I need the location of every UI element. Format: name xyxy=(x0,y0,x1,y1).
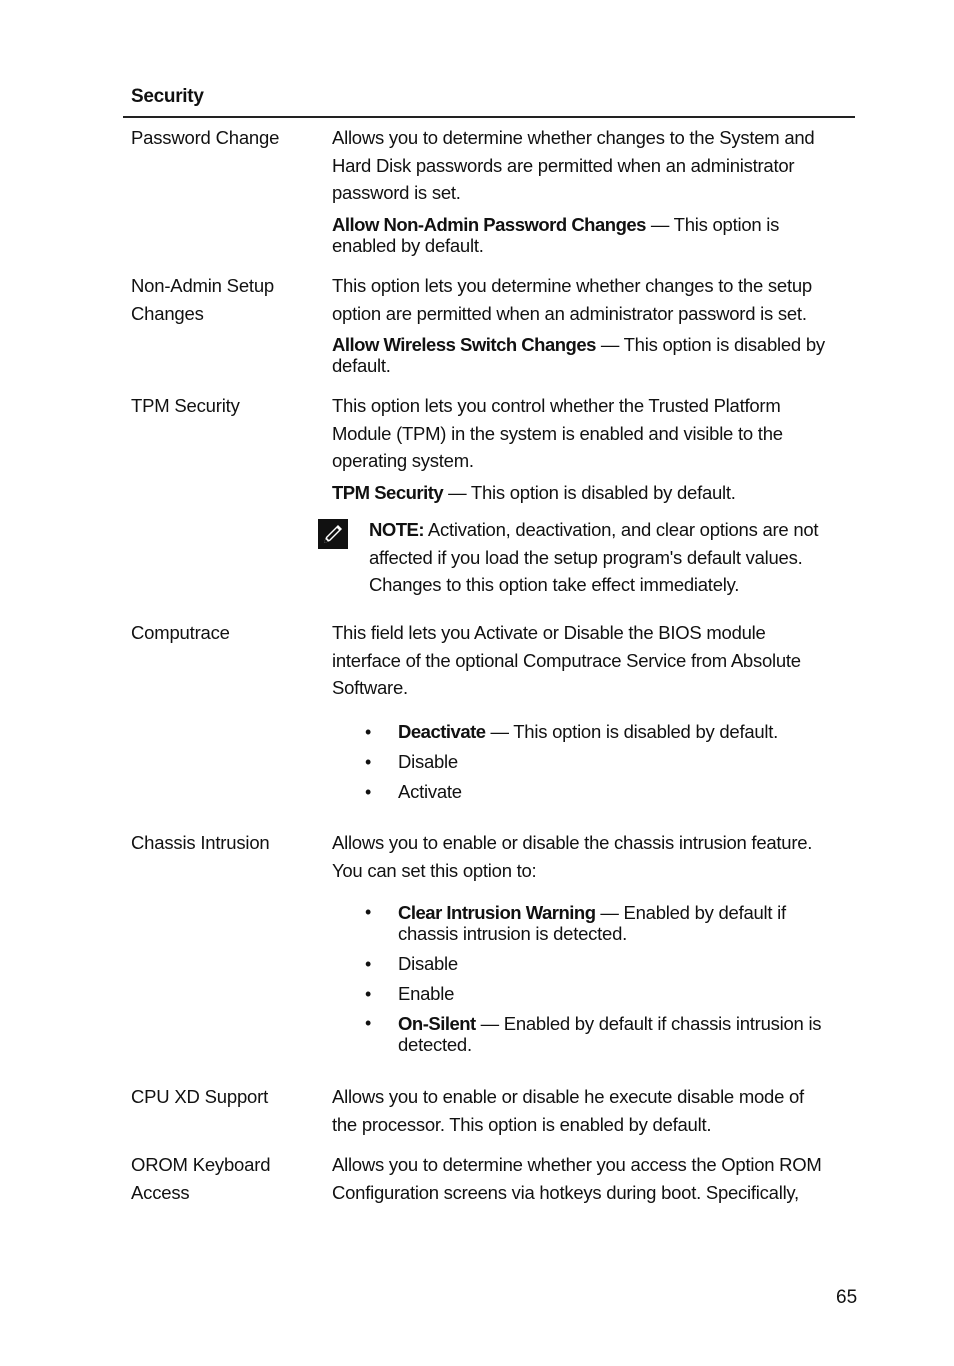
list-item xyxy=(332,717,832,747)
row-label: Computrace xyxy=(131,622,230,643)
row-label: CPU XD Support xyxy=(131,1086,269,1107)
bullet: • xyxy=(365,1013,372,1033)
option-detail: — Enabled by default if chassis intrusion is detected. xyxy=(398,1013,822,1055)
note-body: Activation, deactivation, and clear options are not affected if you load the setup program's default values. Changes to this option take effect immediately. xyxy=(369,519,819,595)
header-rule xyxy=(123,116,855,118)
description-text: This field lets you Activate or Disable the BIOS module interface of the optional Computrace Service from Absolute Software. xyxy=(332,622,801,698)
option-detail: Disable xyxy=(398,953,458,974)
note-label: NOTE: xyxy=(369,519,425,540)
section-title: Security xyxy=(131,86,204,107)
list-item xyxy=(332,747,832,777)
bullet: • xyxy=(365,751,372,772)
bullet: • xyxy=(365,984,372,1004)
option-name: Deactivate xyxy=(398,720,486,742)
row-label: Password Change xyxy=(131,127,280,148)
option-detail: — Enabled by default if chassis intrusion is detected. xyxy=(398,902,786,944)
option-name: Allow Non-Admin Password Changes xyxy=(332,213,646,235)
option-detail: Activate xyxy=(398,780,462,802)
option-list xyxy=(332,717,832,807)
note xyxy=(332,516,852,599)
list-item xyxy=(332,898,837,949)
note-text xyxy=(369,516,852,599)
note-block xyxy=(332,516,852,599)
description-text: This option lets you determine whether changes to the setup option are permitted when an administrator password is set. xyxy=(332,275,812,324)
row-label: Chassis Intrusion xyxy=(131,832,270,853)
description-text: This option lets you control whether the Trusted Platform Module (TPM) in the system is enabled and visible to the operating system. xyxy=(332,395,783,471)
row-label: Non-Admin Setup Changes xyxy=(131,275,275,324)
row-label: TPM Security xyxy=(131,395,240,416)
option-detail: Disable xyxy=(398,750,458,772)
option-name: Clear Intrusion Warning xyxy=(398,902,596,923)
bullet: • xyxy=(365,954,372,974)
option-list xyxy=(332,898,837,1060)
list-item xyxy=(332,1009,837,1060)
description-text: Allows you to determine whether you access the Option ROM Configuration screens via hotkeys during boot. Specifically, xyxy=(332,1154,822,1203)
option-detail: — This option is disabled by default. xyxy=(485,720,779,742)
option-text xyxy=(332,334,852,376)
row-description xyxy=(332,619,832,807)
option-detail: Enable xyxy=(398,983,455,1004)
description-text: Allows you to enable or disable the chassis intrusion feature. You can set this option to: xyxy=(332,832,813,881)
list-item xyxy=(332,979,837,1009)
option-name: TPM Security xyxy=(332,481,444,503)
row-description xyxy=(332,829,837,1060)
row-label: OROM Keyboard Access xyxy=(131,1154,271,1203)
pencil-note-icon xyxy=(318,519,348,549)
row-description xyxy=(332,392,812,503)
bullet: • xyxy=(365,902,372,922)
option-name: On-Silent xyxy=(398,1013,476,1034)
option-name: Allow Wireless Switch Changes xyxy=(332,334,596,355)
bullet: • xyxy=(365,781,372,802)
option-detail: — This option is disabled by default. xyxy=(332,334,825,376)
bullet: • xyxy=(365,721,372,742)
row-description xyxy=(332,124,842,256)
description-text: Allows you to determine whether changes to the System and Hard Disk passwords are permitted when an administrator password is set. xyxy=(332,127,815,203)
option-detail: — This option is enabled by default. xyxy=(332,213,780,256)
option-text xyxy=(332,214,842,256)
page-number: 65 xyxy=(836,1287,858,1308)
list-item xyxy=(332,777,832,807)
row-description xyxy=(332,1151,847,1206)
option-detail: — This option is disabled by default. xyxy=(443,481,736,503)
row-description xyxy=(332,272,852,376)
row-description xyxy=(332,1083,832,1138)
option-text xyxy=(332,482,812,503)
list-item xyxy=(332,949,837,979)
description-text: Allows you to enable or disable he execute disable mode of the processor. This option is enabled by default. xyxy=(332,1086,804,1135)
